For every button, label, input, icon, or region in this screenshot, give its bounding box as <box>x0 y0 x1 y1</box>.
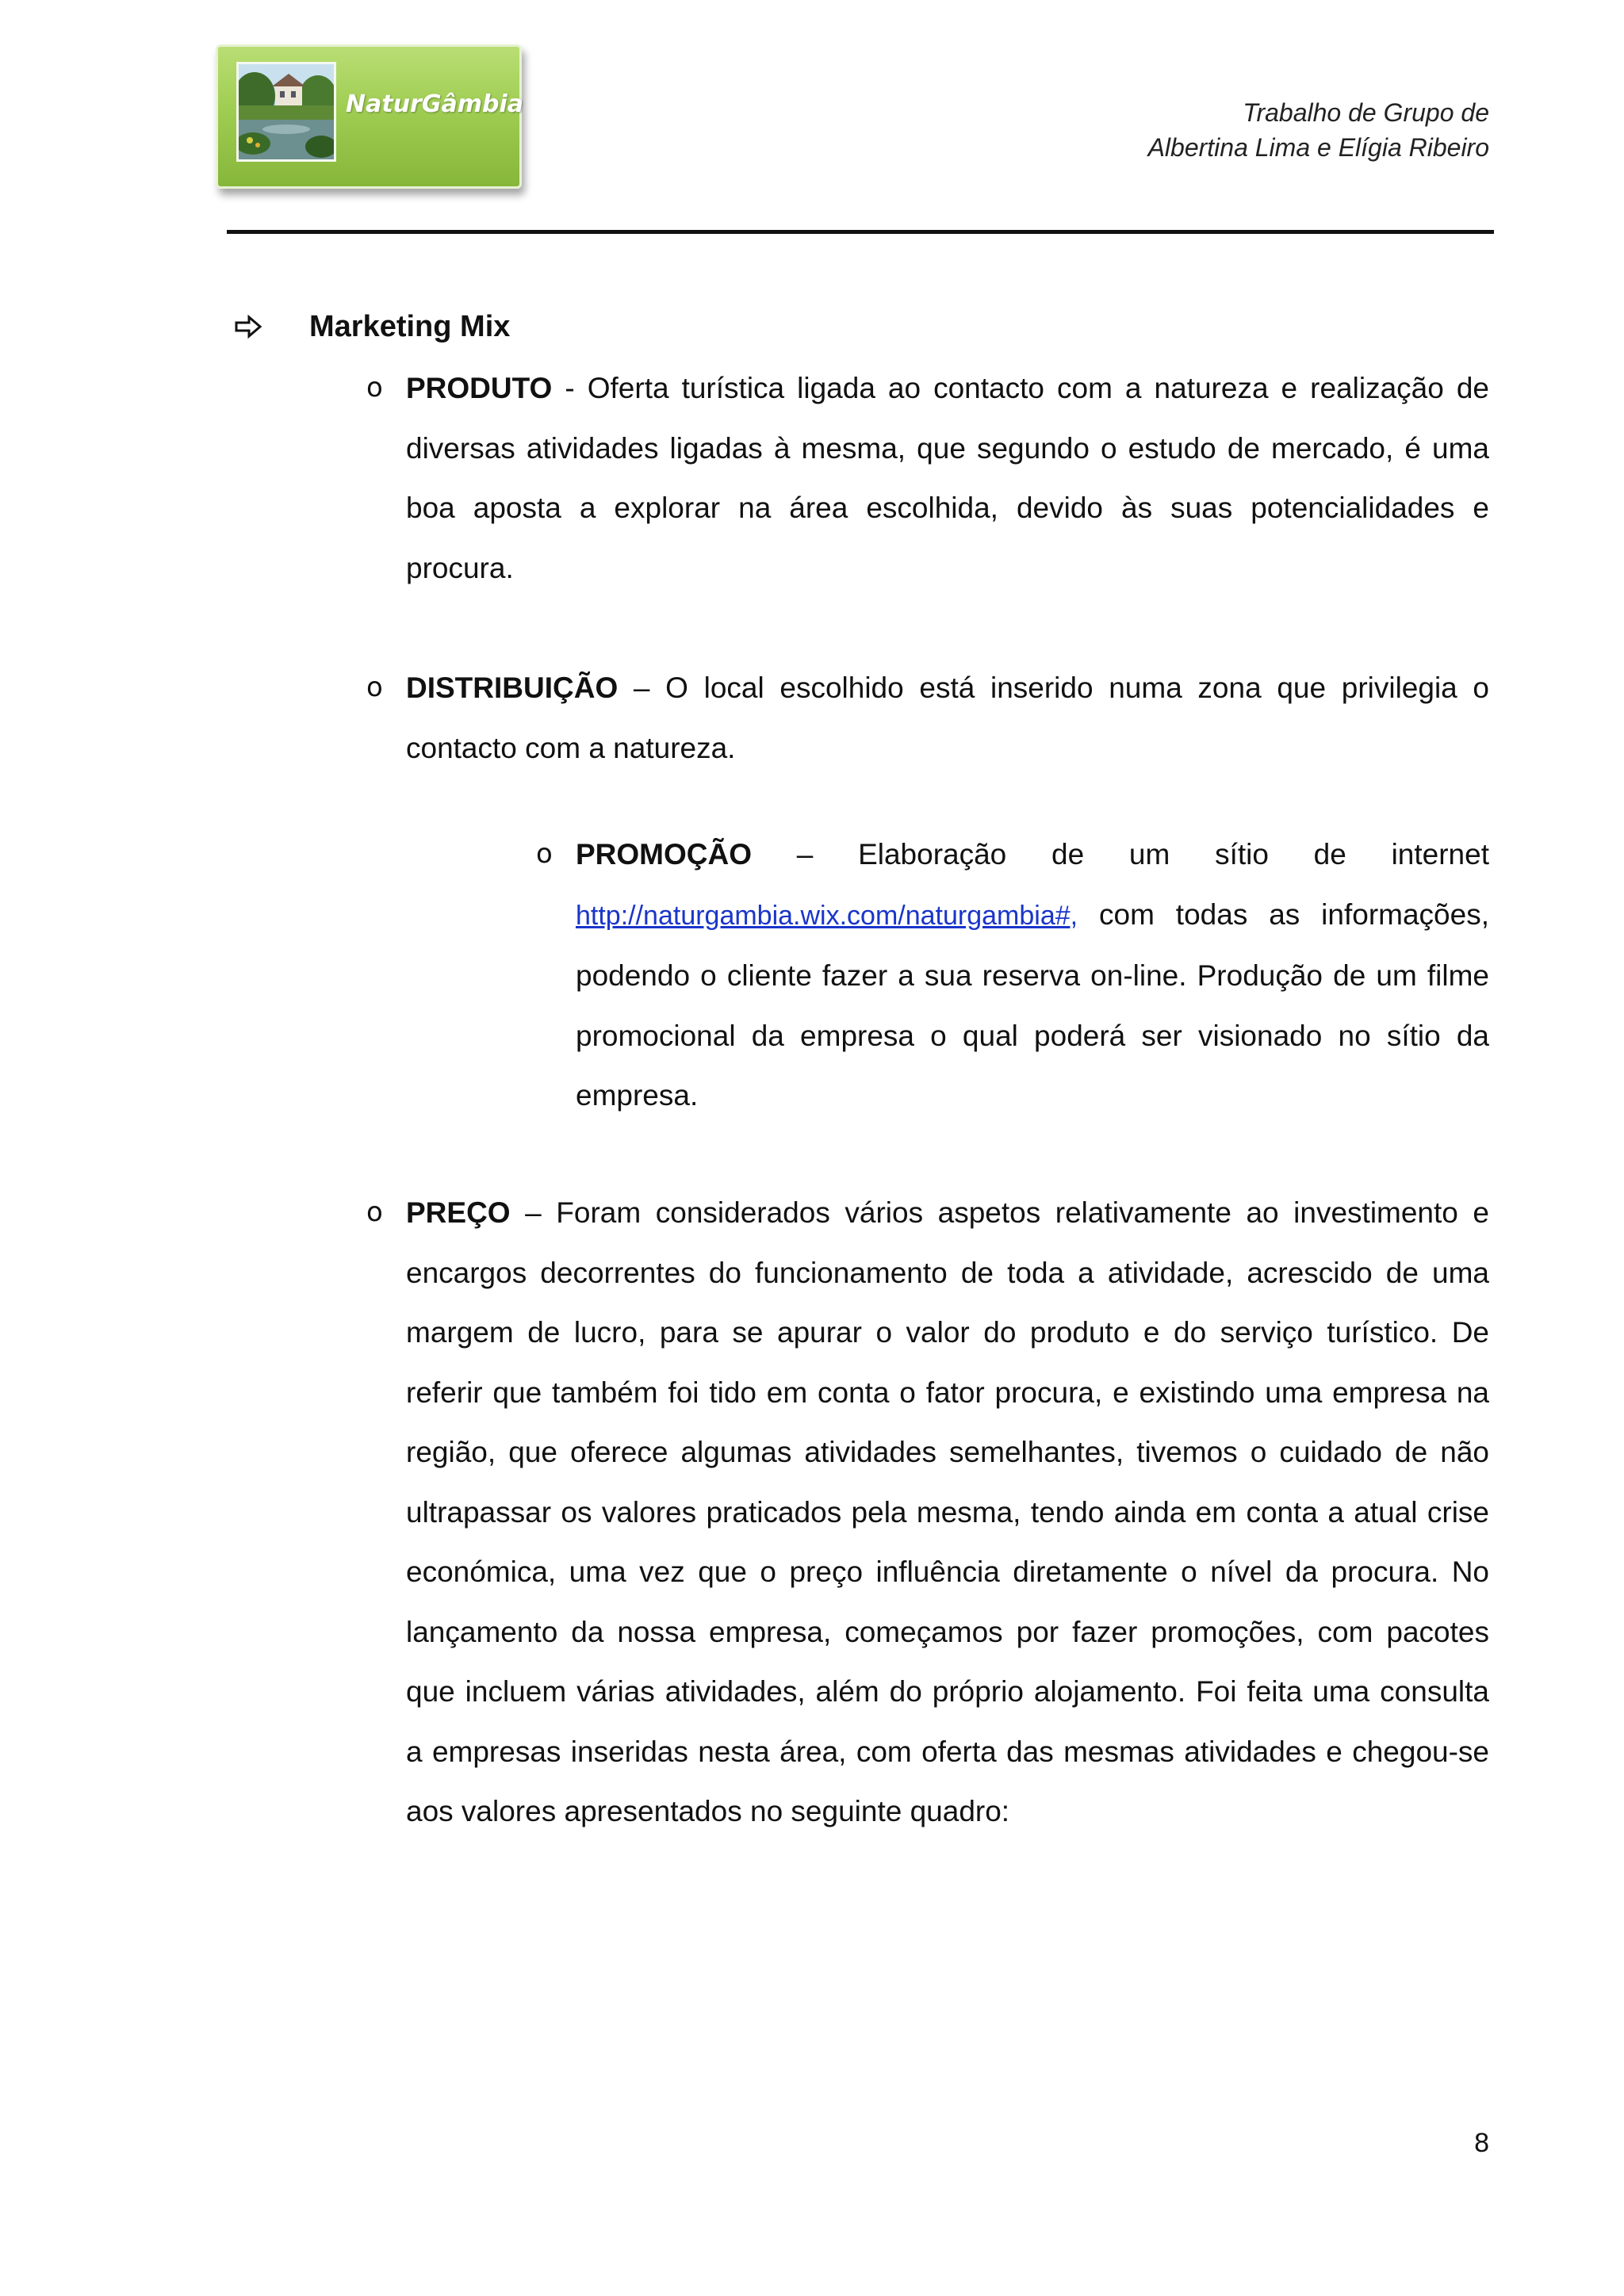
naturgambia-logo <box>216 44 523 184</box>
item-text-before-link: Elaboração de um sítio de internet <box>858 838 1489 871</box>
item-separator: – <box>752 838 859 871</box>
list-item-distribuicao <box>366 658 1489 778</box>
item-label: PROMOÇÃO <box>576 838 752 871</box>
item-text-after-link: com todas as informações, podendo o cliente fazer a sua reserva on-line. Produção de um filme promocional da empresa o qual poderá ser visionado no sítio da empresa. <box>576 897 1489 1112</box>
list-item-promocao <box>536 825 1489 1126</box>
header-authors <box>1148 95 1489 165</box>
item-label: PREÇO <box>406 1196 511 1229</box>
logo-text: NaturGâmbia <box>346 90 523 118</box>
item-separator: – <box>618 672 666 704</box>
website-link[interactable]: http://naturgambia.wix.com/naturgambia#, <box>576 900 1078 931</box>
header-line-2: Albertina Lima e Elígia Ribeiro <box>1147 133 1489 162</box>
item-text: Oferta turística ligada ao contacto com a natureza e realização de diversas atividades ligadas à mesma, que segundo o estudo de mercado, é uma boa aposta a explorar na área escolhida, devido às suas potencialidades e procura. <box>406 372 1489 584</box>
bullet-icon: o <box>366 672 383 703</box>
list-item-preco <box>366 1183 1490 1842</box>
item-label: DISTRIBUIÇÃO <box>406 672 619 704</box>
header-line-1: Trabalho de Grupo de <box>1243 98 1489 127</box>
section-title: Marketing Mix <box>309 310 511 343</box>
page-number: 8 <box>1474 2128 1489 2158</box>
list-item-produto <box>366 358 1489 598</box>
hollow-arrow-icon <box>233 311 265 342</box>
header-divider <box>227 230 1494 234</box>
item-text: O local escolhido está inserido numa zona que privilegia o contacto com a natureza. <box>406 672 1489 764</box>
item-separator: – <box>510 1196 557 1229</box>
bullet-icon: o <box>366 372 383 404</box>
bullet-icon: o <box>536 838 553 870</box>
landscape-photo-icon <box>239 64 334 159</box>
item-label: PRODUTO <box>406 372 553 404</box>
bullet-icon: o <box>366 1196 383 1228</box>
item-text: Foram considerados vários aspetos relativamente ao investimento e encargos decorrentes do funcionamento de toda a atividade, acrescido de uma margem de lucro, para se apurar o valor do produto e do serviço turístico. De referir que também foi tido em conta o fator procura, e existindo uma empresa na região, que oferece algumas atividades semelhantes, tivemos o cuidado de não ultrapassar os valores praticados pela mesma, tendo ainda em conta a atual crise económica, uma vez que o preço influência diretamente o nível da procura. No lançamento da nossa empresa, começamos por fazer promoções, com pacotes que incluem várias atividades, além do próprio alojamento. Foi feita uma consulta a empresas inseridas nesta área, com oferta das mesmas atividades e chegou-se aos valores apresentados no seguinte quadro: <box>406 1196 1490 1827</box>
item-separator: - <box>552 372 588 404</box>
logo-photo <box>236 62 336 162</box>
